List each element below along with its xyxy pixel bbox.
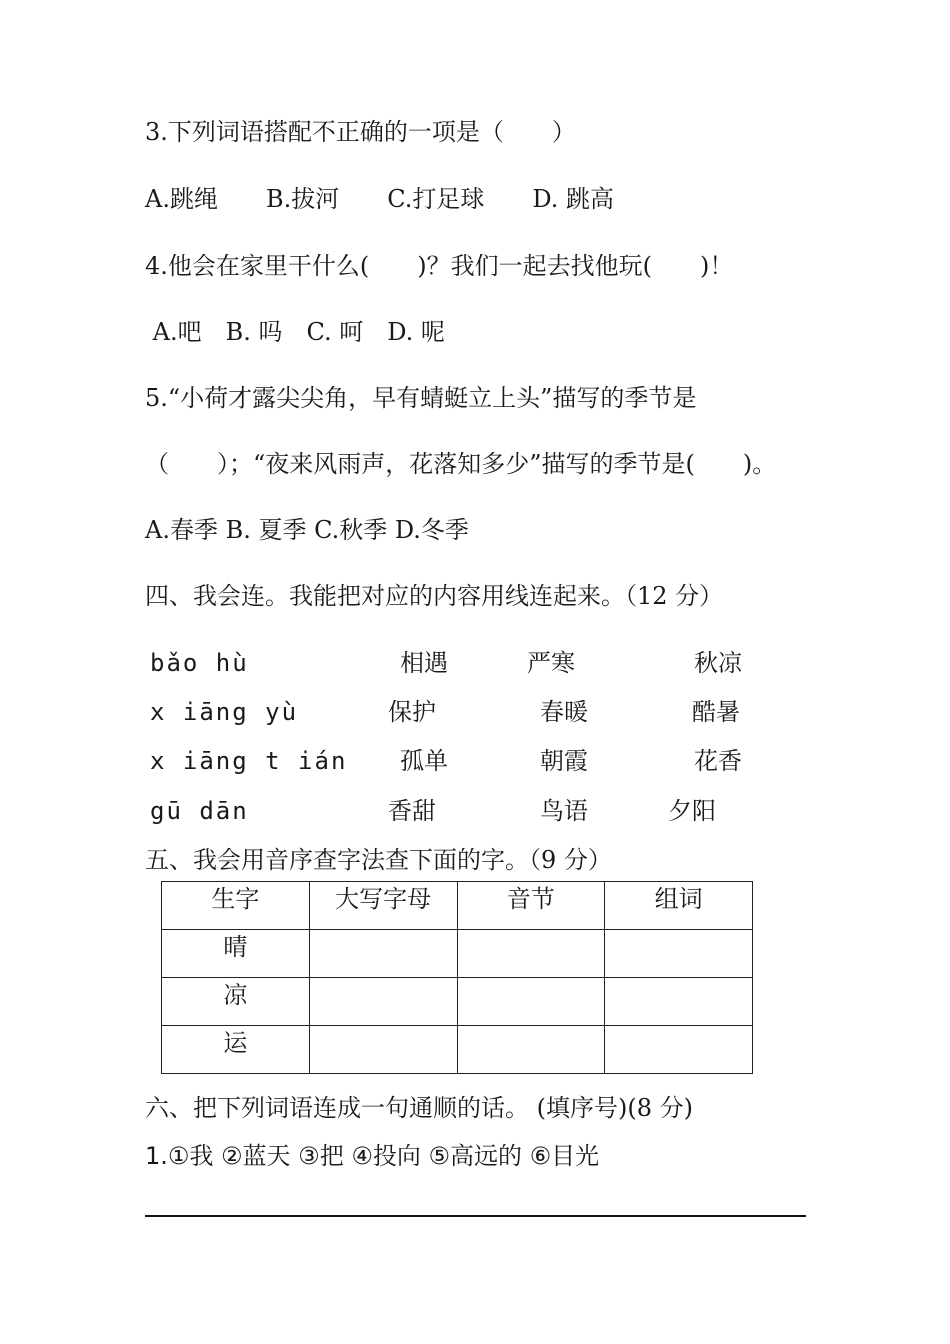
section6-item1: 1.①我 ②蓝天 ③把 ④投向 ⑤高远的 ⑥目光 [145, 1142, 600, 1170]
section5-title: 五、我会用音序查字法查下面的字。（9 分） [145, 846, 612, 874]
word-item[interactable]: 春暖 [540, 698, 588, 726]
answer-cell[interactable] [309, 1026, 457, 1074]
answer-cell[interactable] [605, 930, 753, 978]
header-cell: 生字 [162, 882, 310, 930]
section6-title: 六、把下列词语连成一句通顺的话。 (填序号)(8 分) [145, 1094, 693, 1122]
word-item[interactable]: 孤单 [400, 747, 448, 775]
table-header-row [162, 882, 753, 930]
word-item[interactable]: 香甜 [388, 797, 436, 825]
table-row [162, 978, 753, 1026]
table-row [162, 930, 753, 978]
word-item[interactable]: 花香 [694, 747, 742, 775]
section4-title: 四、我会连。我能把对应的内容用线连起来。（12 分） [145, 582, 724, 610]
char-cell: 晴 [162, 930, 310, 978]
word-item[interactable]: 朝霞 [540, 747, 588, 775]
q3-stem: 3.下列词语搭配不正确的一项是（ ） [145, 118, 576, 146]
answer-cell[interactable] [309, 978, 457, 1026]
q5-line2: （ ）；“夜来风雨声，花落知多少”描写的季节是( )。 [145, 450, 777, 478]
q3-options: A.跳绳 B.拔河 C.打足球 D. 跳高 [145, 185, 615, 213]
char-cell: 运 [162, 1026, 310, 1074]
answer-line[interactable] [145, 1215, 806, 1217]
pinyin-item[interactable]: bǎo hù [150, 649, 249, 677]
pinyin-item[interactable]: x iāng t ián [150, 747, 348, 775]
answer-cell[interactable] [457, 1026, 605, 1074]
pinyin-item[interactable]: x iāng yù [150, 698, 299, 726]
word-item[interactable]: 保护 [388, 698, 436, 726]
q5-line1: 5.“小荷才露尖尖角，早有蜻蜓立上头”描写的季节是 [145, 384, 697, 412]
word-item[interactable]: 秋凉 [694, 649, 742, 677]
table-row [162, 1026, 753, 1074]
lookup-table [161, 881, 753, 1074]
answer-cell[interactable] [605, 978, 753, 1026]
q5-options: A.春季 B. 夏季 C.秋季 D.冬季 [145, 516, 469, 544]
header-cell: 音节 [457, 882, 605, 930]
q4-stem: 4.他会在家里干什么( )？我们一起去找他玩( )！ [145, 252, 734, 280]
answer-cell[interactable] [457, 930, 605, 978]
q4-options: A.吧 B. 吗 C. 呵 D. 呢 [145, 318, 445, 346]
word-item[interactable]: 酷暑 [692, 698, 740, 726]
pinyin-item[interactable]: gū dān [150, 797, 249, 825]
answer-cell[interactable] [309, 930, 457, 978]
answer-cell[interactable] [457, 978, 605, 1026]
word-item[interactable]: 夕阳 [668, 797, 716, 825]
header-cell: 大写字母 [309, 882, 457, 930]
char-cell: 凉 [162, 978, 310, 1026]
answer-cell[interactable] [605, 1026, 753, 1074]
header-cell: 组词 [605, 882, 753, 930]
word-item[interactable]: 相遇 [400, 649, 448, 677]
word-item[interactable]: 严寒 [527, 649, 575, 677]
word-item[interactable]: 鸟语 [540, 797, 588, 825]
